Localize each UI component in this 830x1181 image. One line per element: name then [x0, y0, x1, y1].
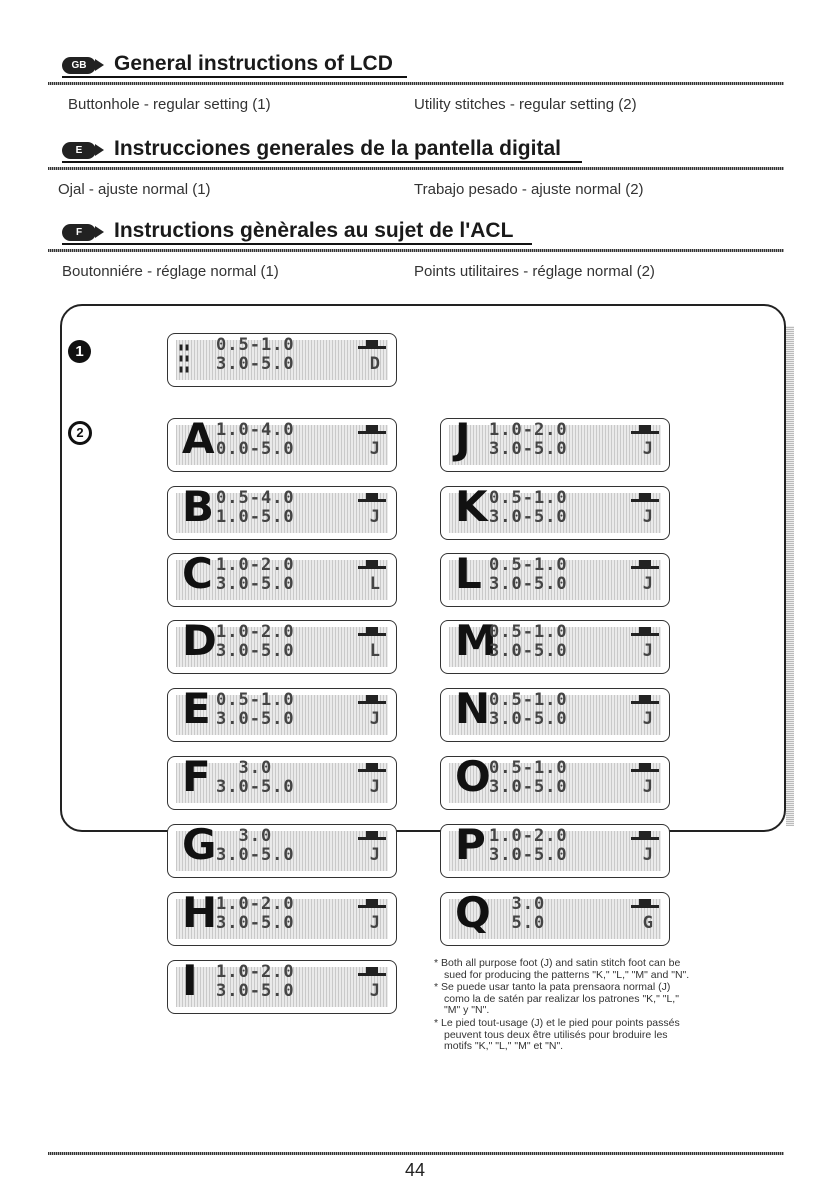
page-number: 44 — [404, 1160, 426, 1180]
presser-foot-icon — [631, 831, 659, 840]
lcd-display: I 1.0-2.0 3.0-5.0 J — [167, 960, 397, 1014]
f-language-badge: F — [62, 224, 96, 241]
buttonhole-icon: ▮▮ ▮▮ ▮▮ — [178, 342, 191, 375]
presser-foot-icon — [358, 695, 386, 704]
marker-one: 1 — [68, 340, 91, 363]
presser-foot-icon — [358, 899, 386, 908]
buttonhole-lcd: ▮▮ ▮▮ ▮▮ 0.5-1.0 3.0-5.0 D — [167, 333, 397, 387]
lcd-display: L 0.5-1.0 3.0-5.0 J — [440, 553, 670, 607]
lcd-display: Q 3.0 5.0 G — [440, 892, 670, 946]
section-spanish — [58, 137, 784, 198]
presser-foot-icon — [358, 627, 386, 636]
section-title: Instrucciones generales de la pantella digital — [114, 137, 561, 160]
right-caption: Points utilitaires - réglage normal (2) — [414, 263, 655, 280]
left-caption: Buttonhole - regular setting (1) — [68, 96, 271, 113]
lcd-display: N 0.5-1.0 3.0-5.0 J — [440, 688, 670, 742]
lcd-display: C 1.0-2.0 3.0-5.0 L — [167, 553, 397, 607]
left-caption: Ojal - ajuste normal (1) — [58, 181, 211, 198]
presser-foot-icon — [358, 560, 386, 569]
lcd-display: K 0.5-1.0 3.0-5.0 J — [440, 486, 670, 540]
presser-foot-icon — [358, 831, 386, 840]
presser-foot-icon — [631, 560, 659, 569]
presser-foot-icon — [358, 967, 386, 976]
lcd-display: M 0.5-1.0 3.0-5.0 J — [440, 620, 670, 674]
presser-foot-icon — [358, 340, 386, 349]
presser-foot-icon — [631, 425, 659, 434]
presser-foot-icon — [631, 493, 659, 502]
note-spanish: * Se puede usar tanto la pata prensaora normal (J) como la de satén par realizar los patrones "K," "L," "M" y "N". — [434, 981, 679, 1017]
lcd-display: O 0.5-1.0 3.0-5.0 J — [440, 756, 670, 810]
e-language-badge: E — [62, 142, 96, 159]
section-title: General instructions of LCD — [114, 52, 393, 75]
lcd-display: P 1.0-2.0 3.0-5.0 J — [440, 824, 670, 878]
left-caption: Boutonniére - réglage normal (1) — [62, 263, 279, 280]
section-title: Instructions gènèrales au sujet de l'ACL — [114, 219, 514, 242]
note-english: * Both all purpose foot (J) and satin stitch foot can be sued for producing the patterns "K," "L," "M" and "N". — [434, 957, 690, 981]
lcd-display: E 0.5-1.0 3.0-5.0 J — [167, 688, 397, 742]
lcd-display: J 1.0-2.0 3.0-5.0 J — [440, 418, 670, 472]
presser-foot-icon — [631, 627, 659, 636]
presser-foot-icon — [358, 425, 386, 434]
lcd-display: A 1.0-4.0 0.0-5.0 J — [167, 418, 397, 472]
marker-two: 2 — [68, 421, 92, 445]
lcd-display: F 3.0 3.0-5.0 J — [167, 756, 397, 810]
lcd-display: G 3.0 3.0-5.0 J — [167, 824, 397, 878]
section-english — [62, 52, 784, 113]
lcd-display: D 1.0-2.0 3.0-5.0 L — [167, 620, 397, 674]
foot-notes — [432, 958, 697, 1054]
section-french — [62, 219, 784, 280]
right-caption: Utility stitches - regular setting (2) — [414, 96, 637, 113]
lcd-display: H 1.0-2.0 3.0-5.0 J — [167, 892, 397, 946]
presser-foot-icon — [358, 763, 386, 772]
lcd-display: B 0.5-4.0 1.0-5.0 J — [167, 486, 397, 540]
note-french: * Le pied tout-usage (J) et le pied pour points passés peuvent tous deux être utilisés pour broduire les motifs "K," "L," "M" et "N". — [434, 1016, 680, 1053]
presser-foot-icon — [631, 899, 659, 908]
gb-language-badge: GB — [62, 57, 96, 74]
right-caption: Trabajo pesado - ajuste normal (2) — [414, 181, 644, 198]
presser-foot-icon — [631, 695, 659, 704]
presser-foot-icon — [631, 763, 659, 772]
presser-foot-icon — [358, 493, 386, 502]
